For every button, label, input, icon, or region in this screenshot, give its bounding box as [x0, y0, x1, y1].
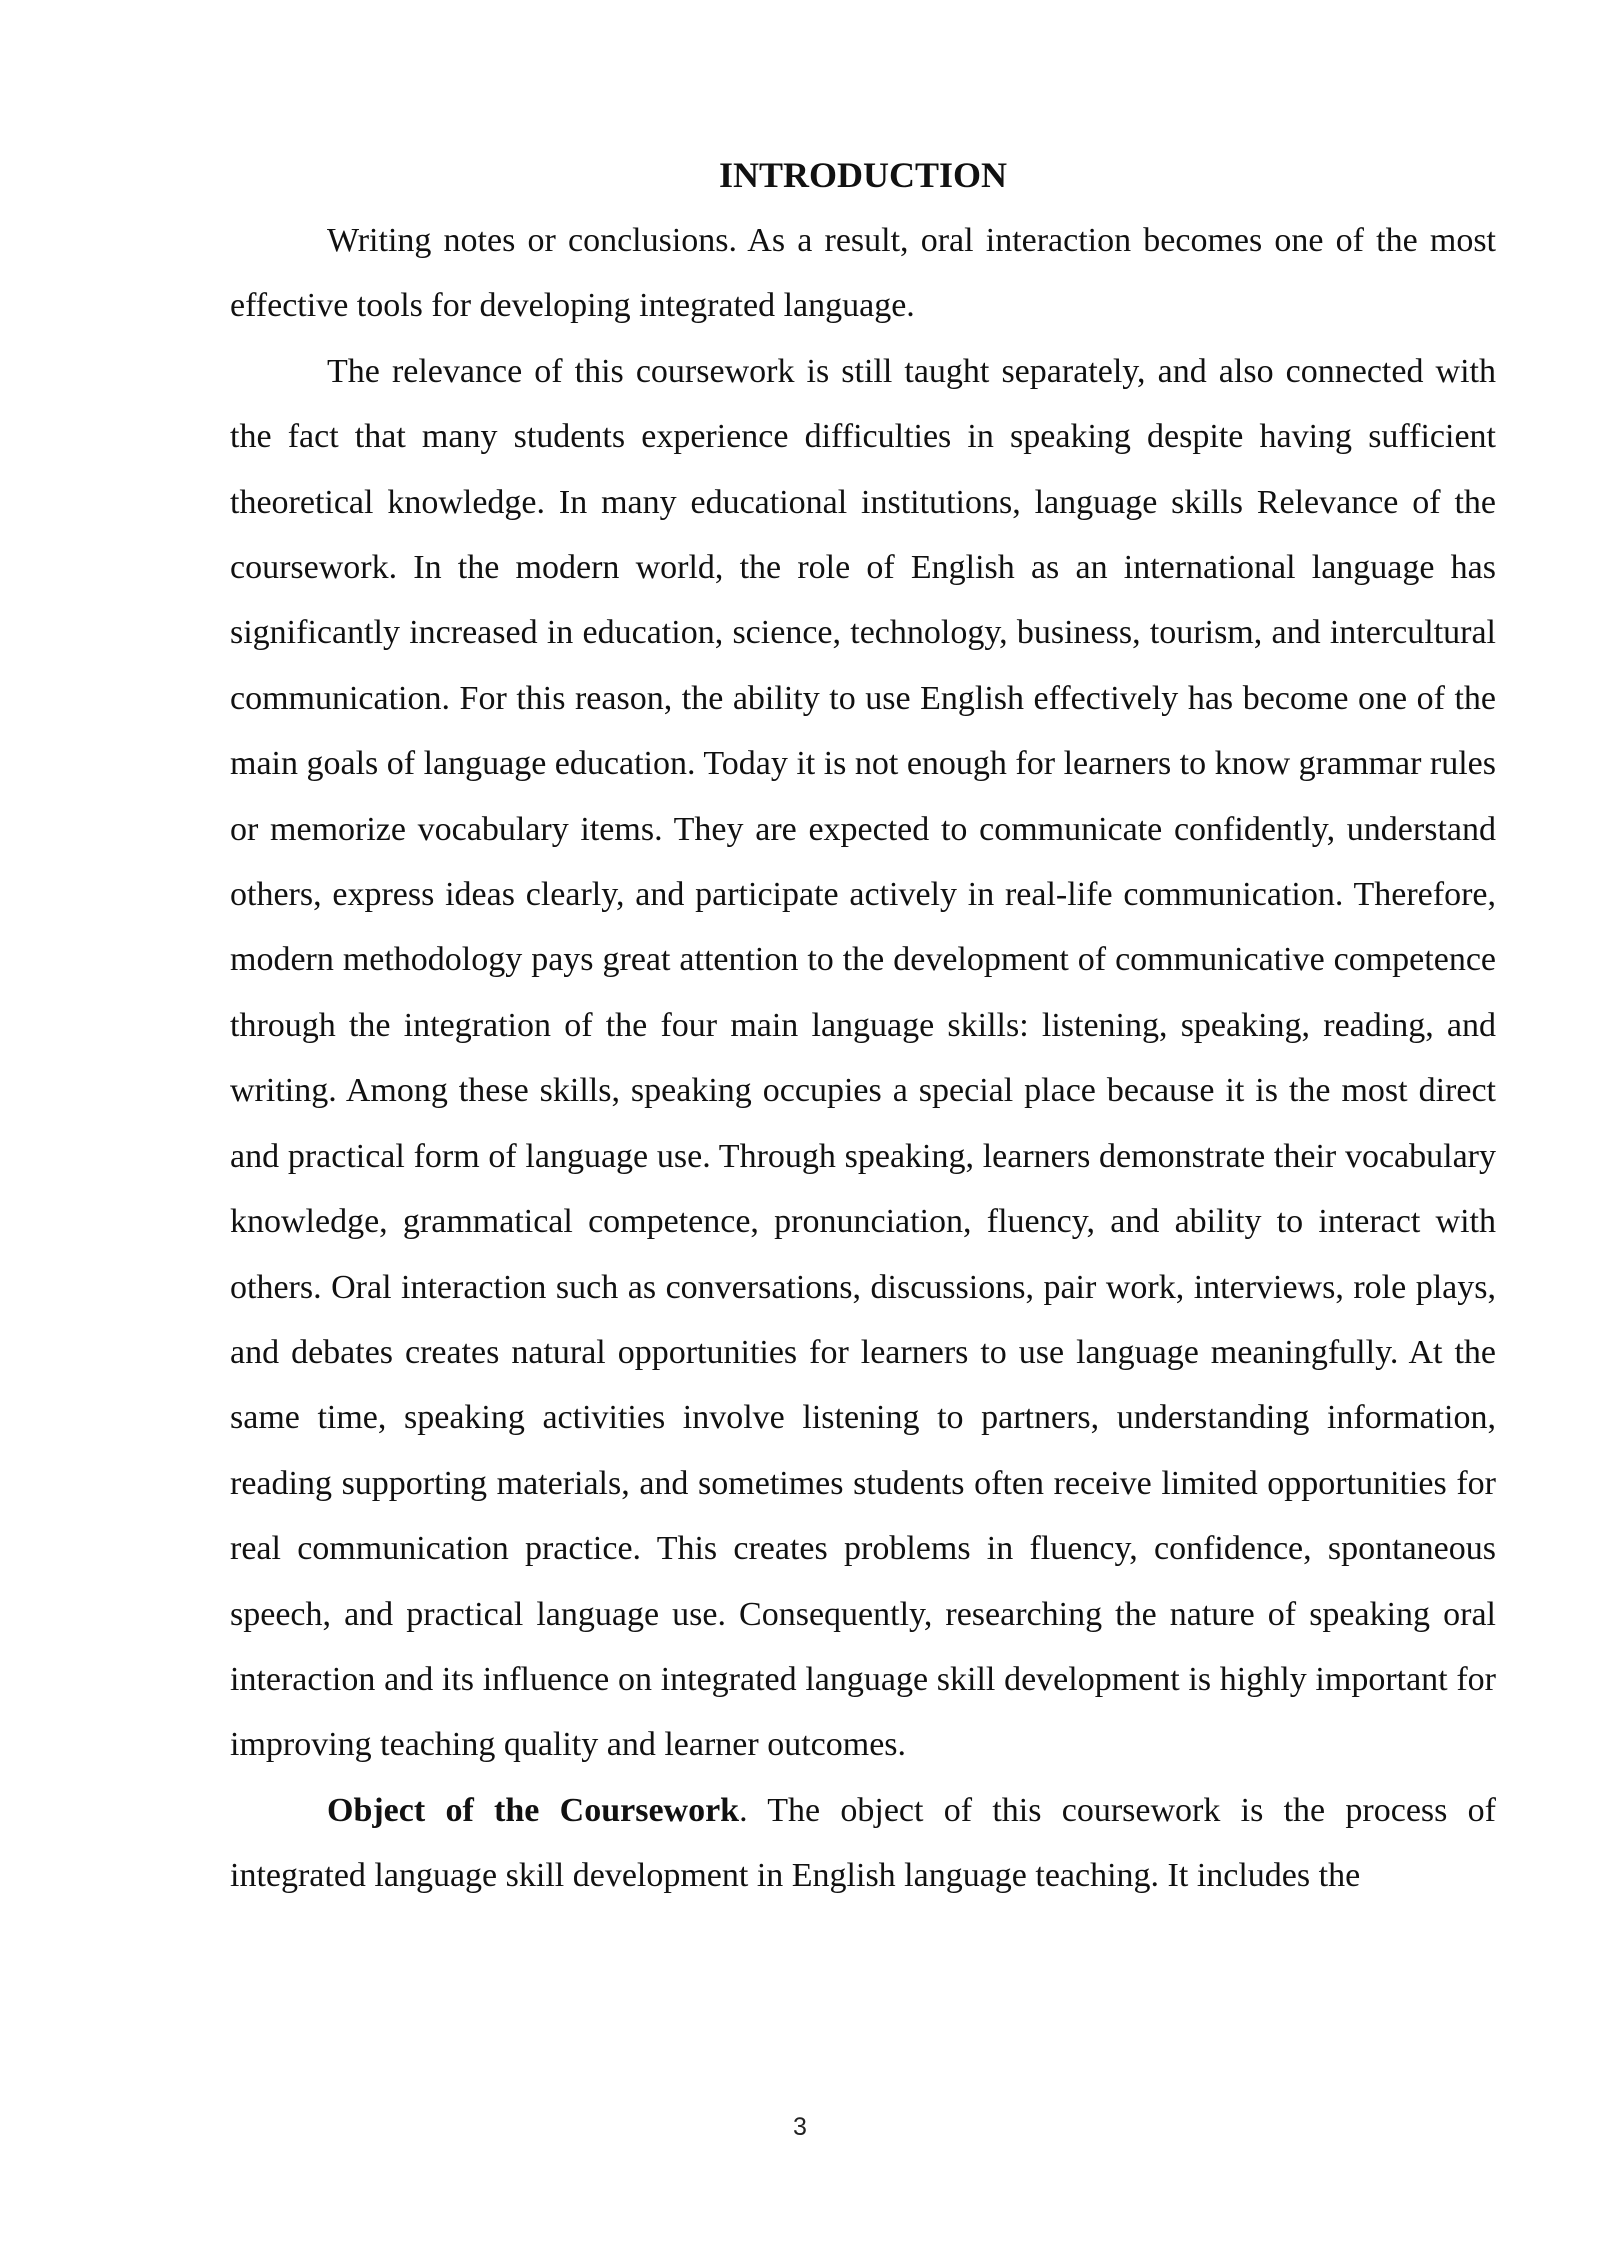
object-heading-bold: Object of the Coursework	[327, 1791, 740, 1829]
paragraph-intro-note: Writing notes or conclusions. As a result, oral interaction becomes one of the most effective tools for developing integrated language.	[230, 222, 1496, 325]
page-number: 3	[793, 2113, 807, 2141]
object-text: . The object of this coursework is the process of integrated language skill development in English language teaching. It includes the	[230, 1791, 1496, 1895]
section-heading: INTRODUCTION	[718, 155, 1008, 195]
paragraph-object	[230, 1778, 1496, 1909]
paragraph-relevance: The relevance of this coursework is still taught separately, and also connected with the fact that many students experience difficulties in speaking despite having sufficient theoretical knowledge. In many educational institutions, language skills Relevance of the coursework. In the modern world, the role of English as an international language has significantly increased in education, science, technology, business, tourism, and intercultural communication. For this reason, the ability to use English effectively has become one of the main goals of language education. Today it is not enough for learners to know grammar rules or memorize vocabulary items. They are expected to communicate confidently, understand others, express ideas clearly, and participate actively in real-life communication. Therefore, modern methodology pays great attention to the development of communicative competence through the integration of the four main language skills: listening, speaking, reading, and writing. Among these skills, speaking occupies a special place because it is the most direct and practical form of language use. Through speaking, learners demonstrate their vocabulary knowledge, grammatical competence, pronunciation, fluency, and ability to interact with others. Oral interaction such as conversations, discussions, pair work, interviews, role plays, and debates creates natural opportunities for learners to use language meaningfully. At the same time, speaking activities involve listening to partners, understanding information, reading supporting materials, and sometimes students often receive limited opportunities for real communication practice. This creates problems in fluency, confidence, spontaneous speech, and practical language use. Consequently, researching the nature of speaking oral interaction and its influence on integrated language skill development is highly important for improving teaching quality and learner outcomes.	[230, 352, 1496, 1764]
page-content	[230, 142, 1496, 1909]
